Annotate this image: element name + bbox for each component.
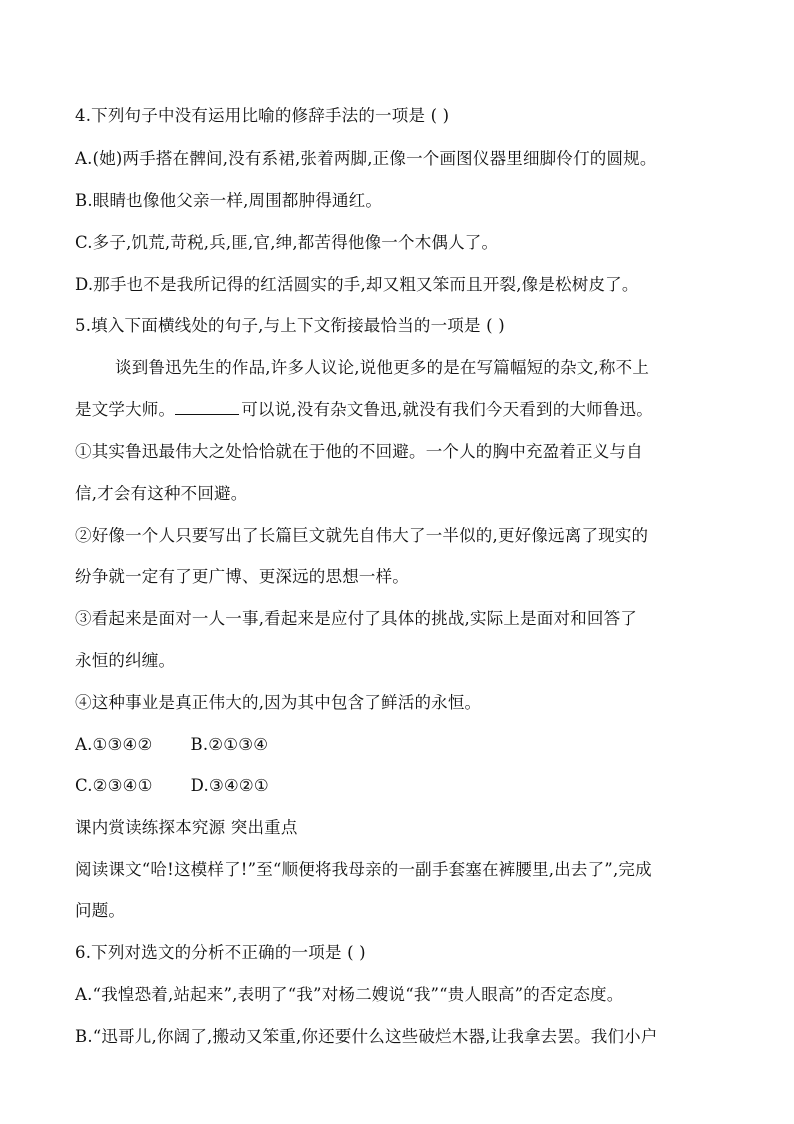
passage-line-2 — [75, 398, 724, 422]
question-5-option-d: D.③④②① — [190, 776, 269, 795]
passage-line-2-before: 是文学大师。 — [75, 400, 176, 419]
question-5-option-b: B.②①③④ — [190, 735, 269, 754]
reading-instruction-line-2: 问题。 — [75, 901, 126, 920]
question-6-stem: 6.下列对选文的分析不正确的一项是 ( ) — [75, 943, 366, 962]
question-4-option-d: D.那手也不是我所记得的红活圆实的手,却又粗又笨而且开裂,像是松树皮了。 — [75, 275, 639, 294]
question-4-option-a: A.(她)两手搭在髀间,没有系裙,张着两脚,正像一个画图仪器里细脚伶仃的圆规。 — [75, 149, 657, 168]
fill-in-blank — [175, 400, 239, 415]
reading-instruction-line-1: 阅读课文“哈!这模样了!”至“顺便将我母亲的一副手套塞在裤腰里,出去了”,完成 — [75, 860, 652, 879]
sentence-2-line-2: 纷争就一定有了更广博、更深远的思想一样。 — [75, 567, 409, 586]
question-5-options-row-2 — [75, 774, 724, 798]
question-6-option-b: B.“迅哥儿,你阔了,搬动又笨重,你还要什么这些破烂木器,让我拿去罢。我们小户 — [75, 1027, 658, 1046]
sentence-2-line-1: ②好像一个人只要写出了长篇巨文就先自伟大了一半似的,更好像远离了现实的 — [75, 526, 649, 545]
question-5-options-row-1 — [75, 733, 724, 757]
passage-line-1: 谈到鲁迅先生的作品,许多人议论,说他更多的是在写篇幅短的杂文,称不上 — [115, 358, 650, 377]
question-5-option-c: C.②③④① — [75, 776, 153, 795]
passage-line-2-after: 可以说,没有杂文鲁迅,就没有我们今天看到的大师鲁迅。 — [241, 400, 653, 419]
section-heading: 课内赏读练探本究源 突出重点 — [75, 818, 298, 837]
question-5-option-a: A.①③④② — [75, 735, 153, 754]
question-4-option-b: B.眼睛也像他父亲一样,周围都肿得通红。 — [75, 191, 383, 210]
sentence-4: ④这种事业是真正伟大的,因为其中包含了鲜活的永恒。 — [75, 693, 482, 712]
question-5-stem: 5.填入下面横线处的句子,与上下文衔接最恰当的一项是 ( ) — [75, 316, 505, 335]
question-4-stem: 4.下列句子中没有运用比喻的修辞手法的一项是 ( ) — [75, 106, 450, 125]
question-4-option-c: C.多子,饥荒,苛税,兵,匪,官,绅,都苦得他像一个木偶人了。 — [75, 233, 499, 252]
sentence-1-line-2: 信,才会有这种不回避。 — [75, 484, 248, 503]
sentence-3-line-2: 永恒的纠缠。 — [75, 651, 176, 670]
sentence-3-line-1: ③看起来是面对一人一事,看起来是应付了具体的挑战,实际上是面对和回答了 — [75, 609, 637, 628]
sentence-1-line-1: ①其实鲁迅最伟大之处恰恰就在于他的不回避。一个人的胸中充盈着正义与自 — [75, 442, 643, 461]
question-6-option-a: A.“我惶恐着,站起来”,表明了“我”对杨二嫂说“我”“贵人眼高”的否定态度。 — [75, 985, 624, 1004]
